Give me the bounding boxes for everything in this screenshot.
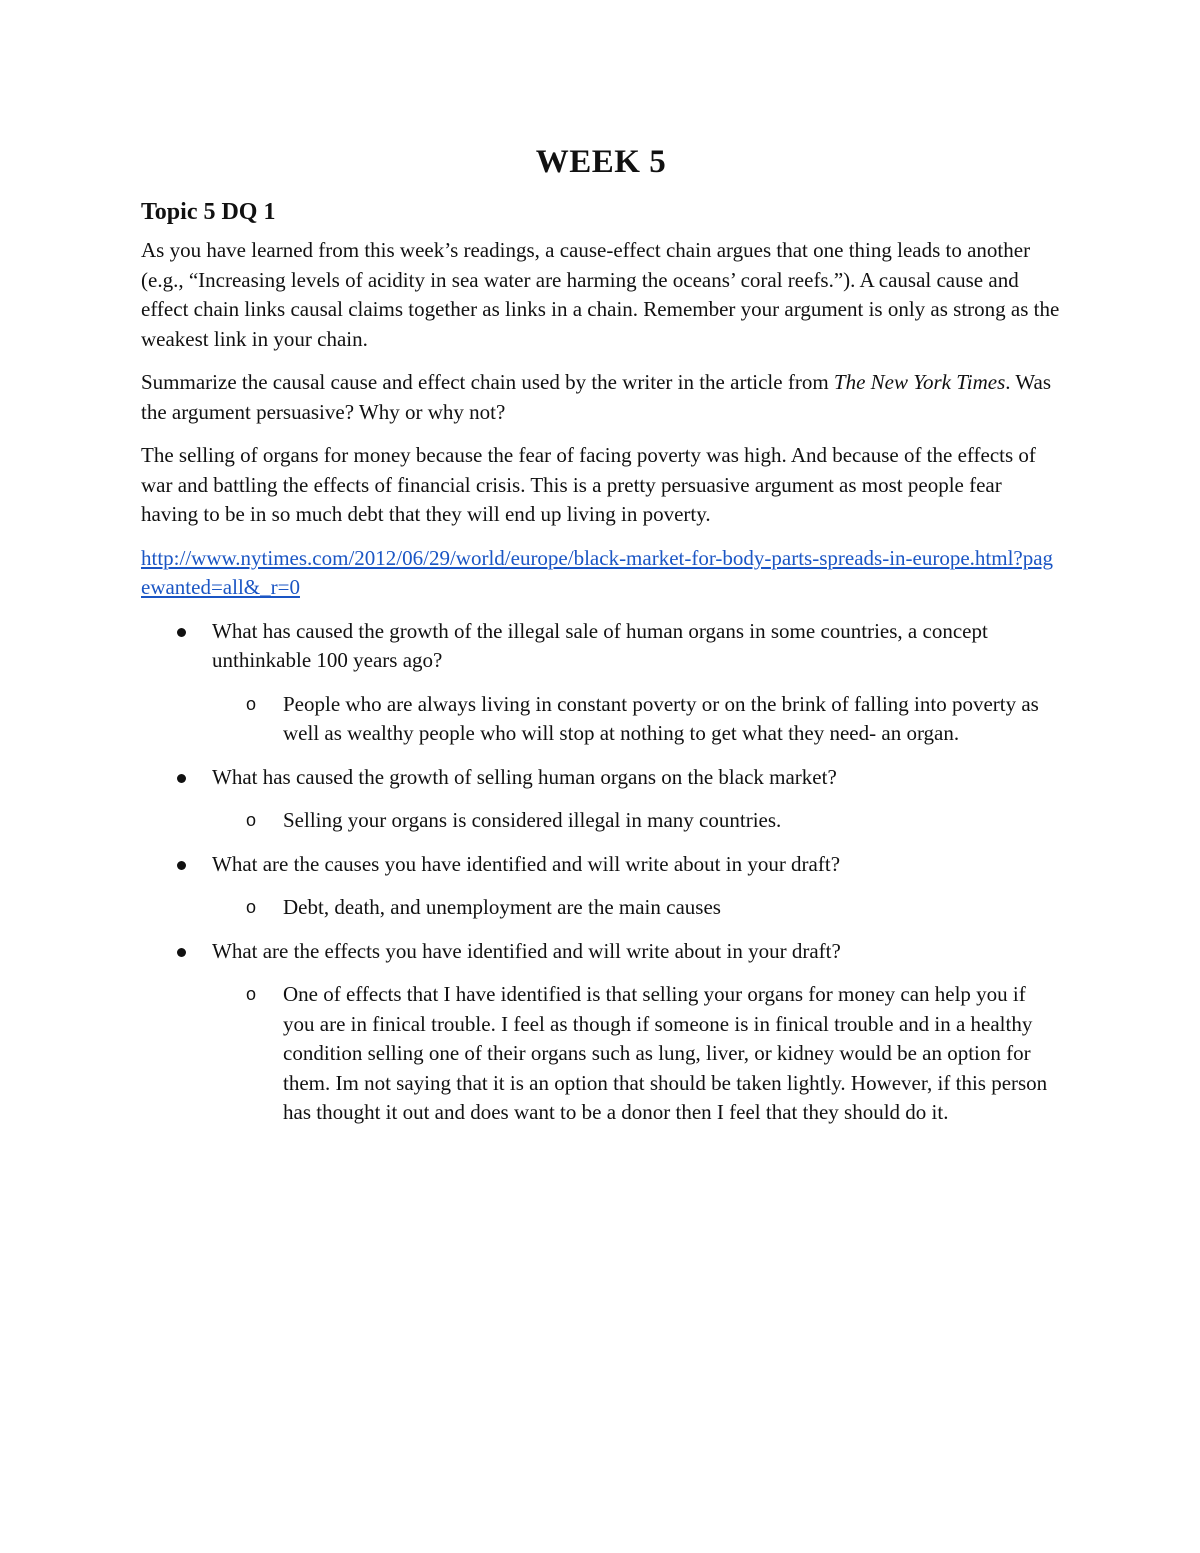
answer-text: People who are always living in constant poverty or on the brink of falling into poverty as well as wealthy people who will stop at nothing to get what they need- an organ. (283, 691, 1039, 745)
article-link[interactable]: http://www.nytimes.com/2012/06/29/world/europe/black-market-for-body-parts-spreads-in-europe.html?pagewanted=all&_r=0 (141, 545, 1054, 599)
answer-text: One of effects that I have identified is that selling your organs for money can help you if you are in finical trouble. I feel as though if someone is in finical trouble and in a healthy condition selling one of their organs such as lung, liver, or kidney would be an option for them. Im not saying that it is an option that should be taken lightly. However, if this person has thought it out and does want to be a donor then I feel that they should do it. (283, 982, 1048, 1124)
topic-heading: Topic 5 DQ 1 (141, 199, 276, 225)
bullet-icon (177, 774, 186, 783)
circle-bullet-icon: o (246, 693, 257, 714)
circle-bullet-icon: o (246, 897, 257, 917)
answer-list (212, 980, 1061, 1128)
bullet-icon (177, 628, 186, 637)
question-text: What are the effects you have identified and will write about in your draft? (212, 938, 841, 963)
question-list (141, 617, 1061, 1128)
circle-bullet-icon: o (246, 984, 257, 1004)
answer-list (212, 690, 1061, 749)
answer-text: Debt, death, and unemployment are the main causes (283, 895, 721, 919)
answer-paragraph: The selling of organs for money because the fear of facing poverty was high. And because of the effects of war and battling the effects of financial crisis. This is a pretty persuasive argument as most people fear having to be in so much debt that they will end up living in poverty. (141, 443, 1036, 526)
document-content (141, 142, 1061, 1142)
list-item (141, 937, 1061, 1128)
intro-paragraph: As you have learned from this week’s readings, a cause-effect chain argues that one thing leads to another (e.g., “Increasing levels of acidity in sea water are harming the oceans’ coral reefs.”). A causal cause and effect chain links causal claims together as links in a chain. Remember your argument is only as strong as the weakest link in your chain. (141, 238, 1060, 351)
question-text: What are the causes you have identified and will write about in your draft? (212, 851, 841, 876)
list-item (212, 806, 1061, 836)
list-item (141, 850, 1061, 923)
prompt-source: The New York Times (833, 370, 1006, 394)
prompt-suffix: . Was the argument persuasive? Why or why not? (141, 370, 1052, 424)
circle-bullet-icon: o (246, 810, 257, 830)
prompt-prefix: Summarize the causal cause and effect chain used by the writer in the article from (141, 370, 834, 394)
answer-list (212, 893, 1061, 923)
list-item (212, 980, 1061, 1128)
bullet-icon (177, 948, 186, 957)
page-title: WEEK 5 (535, 144, 667, 180)
article-link-paragraph (141, 544, 1061, 603)
prompt-paragraph (141, 368, 1061, 427)
list-item (212, 690, 1061, 749)
question-text: What has caused the growth of the illegal sale of human organs in some countries, a concept unthinkable 100 years ago? (212, 618, 988, 672)
answer-list (212, 806, 1061, 836)
list-item (141, 617, 1061, 749)
answer-text: Selling your organs is considered illegal in many countries. (283, 808, 782, 832)
list-item (212, 893, 1061, 923)
question-text: What has caused the growth of selling human organs on the black market? (212, 764, 837, 789)
bullet-icon (177, 861, 186, 870)
list-item (141, 763, 1061, 836)
